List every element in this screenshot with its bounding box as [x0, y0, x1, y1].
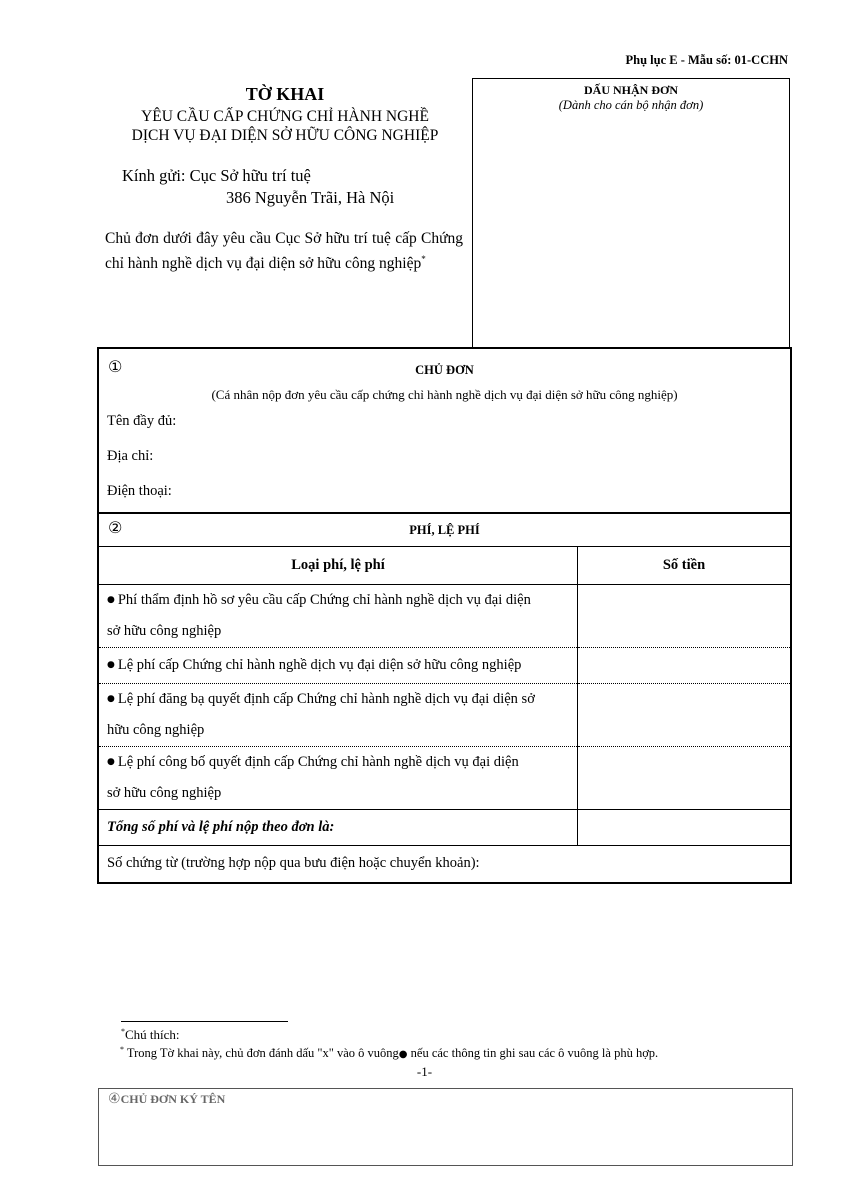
- section-signature: [98, 1088, 793, 1166]
- footnote-text-part: nếu các thông tin ghi sau các ô vuông là phù hợp.: [407, 1046, 659, 1060]
- section-1-number: ①: [108, 357, 123, 376]
- footnote-heading-text: Chú thích:: [125, 1027, 180, 1042]
- intro-text: Chủ đơn dưới đây yêu cầu Cục Sở hữu trí tuệ cấp Chứng chỉ hành nghề dịch vụ đại diện sở hữu công nghiệp: [105, 230, 463, 273]
- amount-cell[interactable]: [578, 684, 791, 747]
- total-label: Tổng số phí và lệ phí nộp theo đơn là:: [99, 810, 578, 846]
- total-row: [99, 810, 790, 846]
- address-field[interactable]: Địa chỉ:: [107, 448, 154, 464]
- voucher-number-field[interactable]: Số chứng từ (trường hợp nộp qua bưu điện hoặc chuyển khoản):: [107, 855, 480, 871]
- voucher-row: [99, 846, 790, 882]
- total-amount-cell[interactable]: [578, 810, 791, 846]
- fee-text-line: Lệ phí cấp Chứng chỉ hành nghề dịch vụ đại diện sở hữu công nghiệp: [117, 657, 522, 673]
- form-header: [98, 82, 472, 348]
- amount-cell[interactable]: [578, 648, 791, 684]
- footnote-mark: *: [121, 1027, 125, 1036]
- subtitle-line-2: DỊCH VỤ ĐẠI DIỆN SỞ HỮU CÔNG NGHIỆP: [131, 127, 439, 144]
- recipient-address: 386 Nguyễn Trãi, Hà Nội: [226, 188, 395, 207]
- fee-text-line: sở hữu công nghiệp: [107, 623, 222, 639]
- footnote-divider: [121, 1021, 288, 1022]
- amount-cell[interactable]: [578, 585, 791, 648]
- section-4-number: ④: [108, 1091, 121, 1107]
- phone-field[interactable]: Điện thoại:: [107, 483, 172, 499]
- footnote-text: [120, 1045, 658, 1061]
- col-amount: Số tiền: [578, 547, 791, 585]
- section-1-title: CHỦ ĐƠN: [415, 363, 474, 377]
- bullet-icon: ●: [107, 660, 115, 670]
- amount-cell[interactable]: [578, 747, 791, 810]
- fee-text-line: Lệ phí đăng bạ quyết định cấp Chứng chỉ hành nghề dịch vụ đại diện sở: [117, 691, 535, 707]
- section-4-title: [108, 1091, 225, 1107]
- table-row: [99, 585, 790, 648]
- fee-text-line: Lệ phí công bố quyết định cấp Chứng chỉ hành nghề dịch vụ đại diện: [117, 754, 519, 770]
- col-fee-type: Loại phí, lệ phí: [99, 547, 578, 585]
- bullet-icon: ●: [107, 595, 115, 605]
- stamp-note: (Dành cho cán bộ nhận đơn): [558, 98, 704, 112]
- fee-type-cell: [99, 684, 578, 747]
- intro-paragraph: [105, 229, 463, 274]
- fee-text-line: Phí thẩm định hồ sơ yêu cầu cấp Chứng chỉ hành nghề dịch vụ đại diện: [117, 592, 531, 608]
- subtitle-line-1: YÊU CẦU CẤP CHỨNG CHỈ HÀNH NGHỀ: [141, 108, 429, 125]
- table-row: [99, 684, 790, 747]
- fee-text-line: sở hữu công nghiệp: [107, 785, 222, 801]
- section-2-title: PHÍ, LỆ PHÍ: [409, 523, 480, 537]
- fee-type-cell: [99, 747, 578, 810]
- section-applicant: [97, 347, 792, 514]
- document-subtitle: [98, 107, 472, 145]
- section-4-title-text: CHỦ ĐƠN KÝ TÊN: [120, 1092, 226, 1106]
- fee-type-cell: [99, 585, 578, 648]
- intro-footnote-mark: *: [421, 254, 426, 264]
- full-name-field[interactable]: Tên đầy đủ:: [107, 413, 177, 429]
- page-number: -1-: [416, 1064, 433, 1079]
- stamp-title: DẤU NHẬN ĐƠN: [584, 83, 678, 97]
- section-2-number: ②: [108, 518, 123, 537]
- table-row: [99, 648, 790, 684]
- receipt-stamp-box: [472, 78, 790, 348]
- fee-text-line: hữu công nghiệp: [107, 722, 205, 738]
- section-fees: [97, 510, 792, 884]
- footnote-text-part: Trong Tờ khai này, chủ đơn đánh dấu "x" vào ô vuông: [124, 1046, 399, 1060]
- annex-label: Phụ lục E - Mẫu số: 01-CCHN: [625, 53, 788, 67]
- footnote-mark: *: [120, 1045, 124, 1054]
- section-1-note: (Cá nhân nộp đơn yêu cầu cấp chứng chỉ hành nghề dịch vụ đại diện sở hữu công nghiệp): [211, 387, 678, 402]
- fee-table: [99, 546, 790, 881]
- bullet-icon: ●: [107, 757, 115, 767]
- table-row: [99, 747, 790, 810]
- fee-type-cell: [99, 648, 578, 684]
- checkbox-icon: ●: [398, 1049, 408, 1060]
- recipient-line-1: Kính gửi: Cục Sở hữu trí tuệ: [122, 166, 311, 185]
- recipient-block: [122, 165, 472, 209]
- bullet-icon: ●: [107, 694, 115, 704]
- document-title: TỜ KHAI: [245, 84, 325, 104]
- footnote-heading: [121, 1027, 180, 1043]
- fee-table-header: [99, 547, 790, 585]
